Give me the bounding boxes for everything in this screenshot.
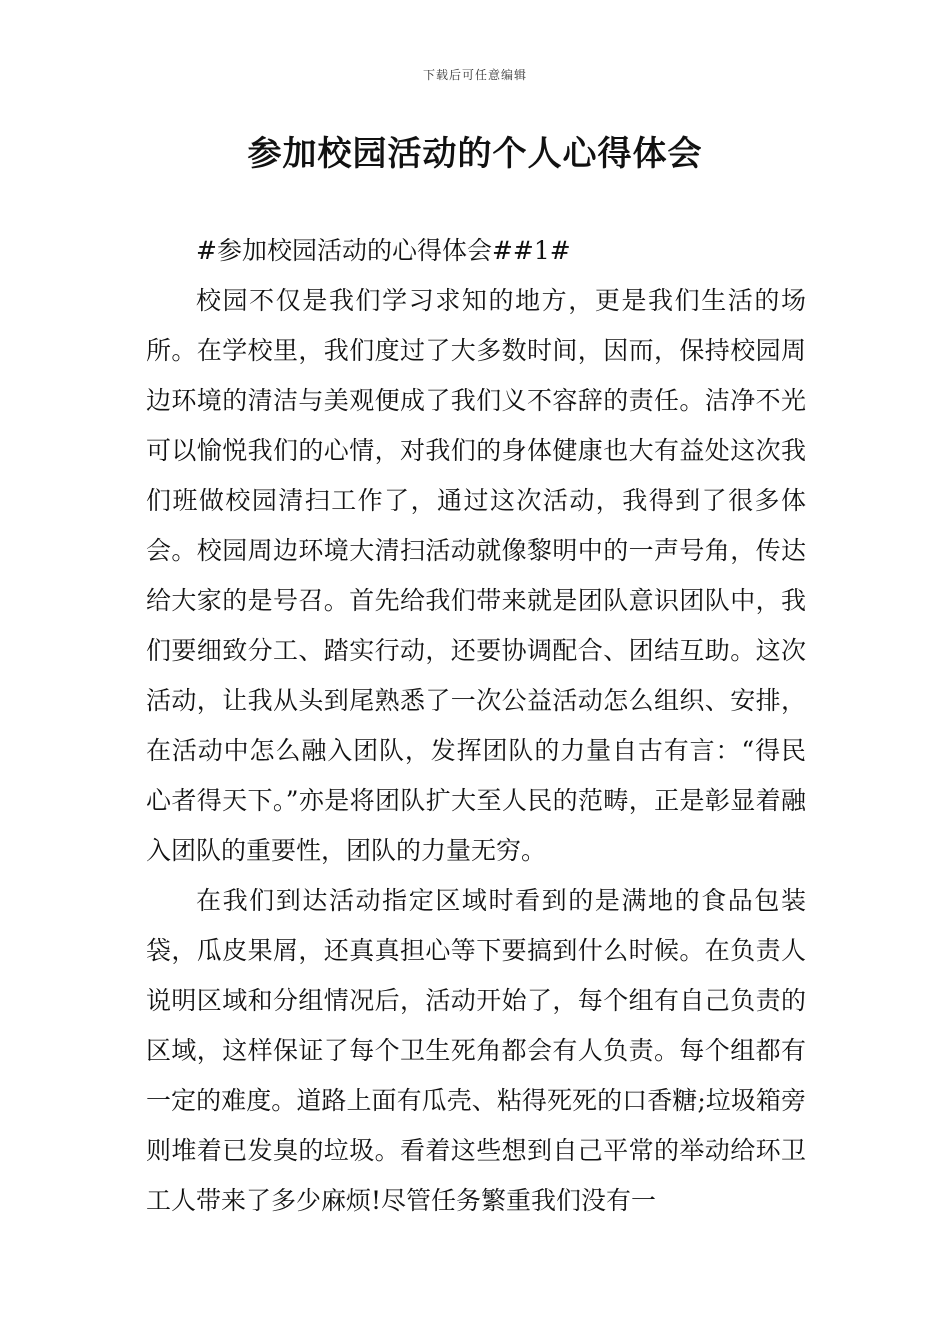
document-title: 参加校园活动的个人心得体会 (247, 134, 703, 174)
section-heading: #参加校园活动的心得体会##1# (196, 236, 571, 265)
paragraph-2: 在我们到达活动指定区域时看到的是满地的食品包装袋，瓜皮果屑，还真真担心等下要搞到什么时候。在负责人说明区域和分组情况后，活动开始了，每个组有自己负责的区域，这样保证了每个卫生死角都会有人负责。每个组都有一定的难度。道路上面有瓜壳、粘得死死的口香糖;垃圾箱旁则堆着已发臭的垃圾。看着这些想到自己平常的举动给环卫工人带来了多少麻烦!尽管任务繁重我们没有一 (146, 886, 806, 1215)
document-body (146, 226, 806, 1226)
paragraph-1: 校园不仅是我们学习求知的地方，更是我们生活的场所。在学校里，我们度过了大多数时间，因而，保持校园周边环境的清洁与美观便成了我们义不容辞的责任。洁净不光可以愉悦我们的心情，对我们的身体健康也大有益处这次我们班做校园清扫工作了，通过这次活动，我得到了很多体会。校园周边环境大清扫活动就像黎明中的一声号角，传达给大家的是号召。首先给我们带来就是团队意识团队中，我们要细致分工、踏实行动，还要协调配合、团结互助。这次活动，让我从头到尾熟悉了一次公益活动怎么组织、安排，在活动中怎么融入团队，发挥团队的力量自古有言：“得民心者得天下。”亦是将团队扩大至人民的范畴，正是彰显着融入团队的重要性，团队的力量无穷。 (146, 286, 806, 865)
header-note: 下载后可任意编辑 (422, 68, 527, 82)
